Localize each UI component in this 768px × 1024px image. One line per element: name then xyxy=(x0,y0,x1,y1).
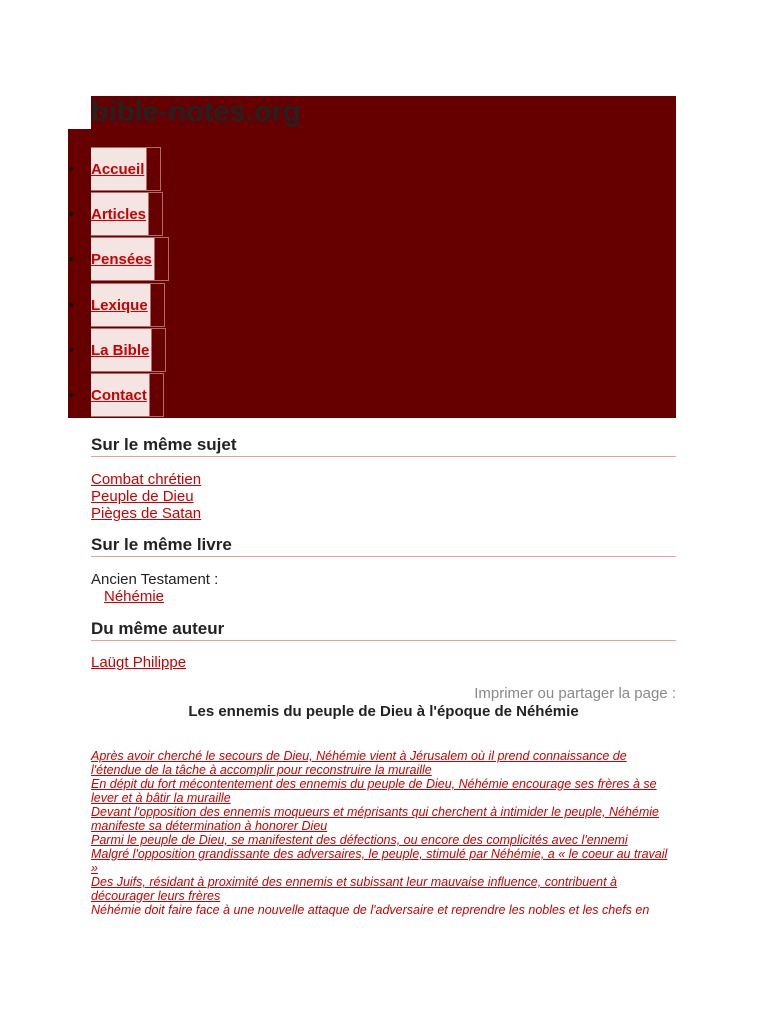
same-subject-heading: Sur le même sujet xyxy=(91,435,676,457)
chapter-link[interactable]: Parmi le peuple de Dieu, se manifestent des défections, ou encore des complicités avec l'ennemi xyxy=(91,833,628,847)
site-title-link[interactable]: bible-notes.org xyxy=(91,96,301,128)
testament-label: Ancien Testament : xyxy=(91,571,219,588)
chapter-link[interactable]: Des Juifs, résidant à proximité des ennemis et subissant leur mauvaise influence, contribuent à décourager leurs frères xyxy=(91,875,617,903)
chapter-list xyxy=(91,749,676,917)
same-book-heading: Sur le même livre xyxy=(91,535,676,557)
bullet-icon xyxy=(69,212,73,216)
same-author-heading: Du même auteur xyxy=(91,619,676,641)
nav-link-accueil[interactable]: Accueil xyxy=(91,147,161,191)
chapter-link[interactable]: Après avoir cherché le secours de Dieu, Néhémie vient à Jérusalem où il prend connaissance de l'étendue de la tâche à accomplir pour reconstruire la muraille xyxy=(91,749,627,777)
bullet-icon xyxy=(69,348,73,352)
header-banner xyxy=(91,96,676,418)
chapter-link[interactable]: Néhémie doit faire face à une nouvelle attaque de l'adversaire et reprendre les nobles et les chefs en xyxy=(91,903,650,917)
chapter-link[interactable]: Devant l'opposition des ennemis moqueurs et méprisants qui cherchent à intimider le peuple, Néhémie manifeste sa détermination à honorer Dieu xyxy=(91,805,659,833)
nav-link-contact[interactable]: Contact xyxy=(91,373,164,417)
subject-link-combat-chretien[interactable]: Combat chrétien xyxy=(91,471,202,488)
book-link-nehemie[interactable]: Néhémie xyxy=(104,588,165,605)
bullet-icon xyxy=(69,257,73,261)
bullet-icon xyxy=(69,303,73,307)
author-link[interactable]: Laügt Philippe xyxy=(91,654,187,671)
bullet-icon xyxy=(69,167,73,171)
subject-link-peuple-de-dieu[interactable]: Peuple de Dieu xyxy=(91,488,194,505)
bullet-icon xyxy=(69,393,73,397)
nav-background xyxy=(68,129,92,418)
print-share-label: Imprimer ou partager la page : xyxy=(474,685,676,702)
article-title: Les ennemis du peuple de Dieu à l'époque de Néhémie xyxy=(188,703,579,720)
subject-link-pieges-de-satan[interactable]: Pièges de Satan xyxy=(91,505,202,522)
nav-link-la-bible[interactable]: La Bible xyxy=(91,328,166,372)
nav-link-pensees[interactable]: Pensées xyxy=(91,237,169,281)
chapter-link[interactable]: Malgré l'opposition grandissante des adversaires, le peuple, stimulé par Néhémie, a « le coeur au travail » xyxy=(91,847,668,875)
chapter-link[interactable]: En dépit du fort mécontentement des ennemis du peuple de Dieu, Néhémie encourage ses frères à se lever et à bâtir la muraille xyxy=(91,777,657,805)
nav-link-articles[interactable]: Articles xyxy=(91,192,163,236)
nav-link-lexique[interactable]: Lexique xyxy=(91,283,165,327)
